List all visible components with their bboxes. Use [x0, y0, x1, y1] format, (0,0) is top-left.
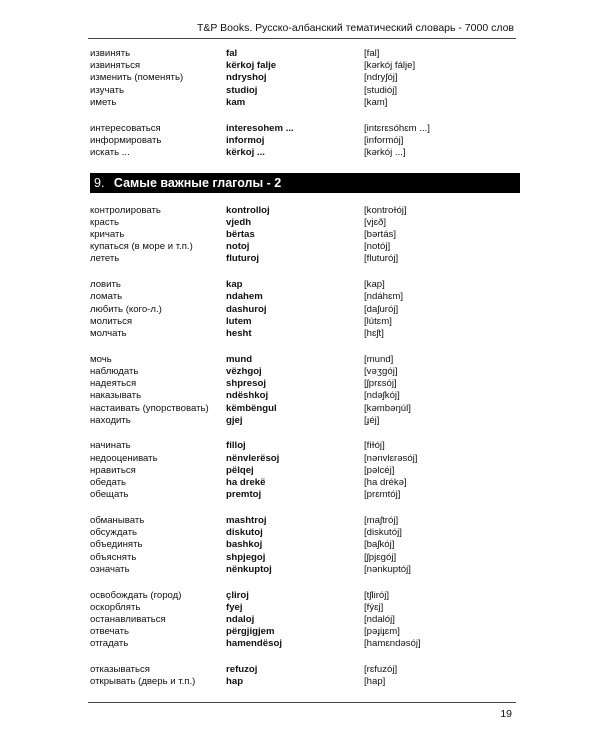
russian-word: иметь — [90, 96, 117, 108]
transcription: [rɛfuzój] — [364, 664, 398, 676]
transcription: [vəʒgój] — [364, 365, 398, 377]
transcription: [informój] — [364, 134, 404, 146]
russian-word: обсуждать — [90, 527, 137, 539]
russian-word: лететь — [90, 253, 120, 265]
russian-word: ловить — [90, 279, 121, 291]
albanian-word: fal — [226, 48, 238, 59]
albanian-word: gjej — [226, 414, 243, 426]
dictionary-entry — [90, 60, 520, 72]
dictionary-entry — [90, 403, 520, 415]
russian-word: искать ... — [90, 146, 130, 158]
entries-after-section — [90, 205, 520, 689]
russian-word: купаться (в море и т.п.) — [90, 241, 193, 253]
header-rule — [88, 38, 516, 39]
russian-word: отгадать — [90, 638, 129, 650]
albanian-word: shpjegoj — [226, 551, 266, 563]
dictionary-entry — [90, 279, 520, 291]
dictionary-entry — [90, 590, 520, 602]
russian-word: останавливаться — [90, 613, 166, 625]
dictionary-entry — [90, 676, 520, 688]
albanian-word: kërkoj ... — [226, 146, 265, 158]
dictionary-entry — [90, 217, 520, 229]
transcription: [kərkój ...] — [364, 146, 406, 158]
transcription: [hɛʃt] — [364, 327, 384, 339]
section-title: Самые важные глаголы - 2 — [113, 175, 282, 190]
dictionary-entry — [90, 72, 520, 84]
dictionary-entry — [90, 552, 520, 564]
albanian-word: kam — [226, 96, 246, 108]
page-content — [90, 48, 520, 702]
transcription: [ndəʃkój] — [364, 390, 400, 402]
albanian-word: refuzoj — [226, 664, 258, 676]
albanian-word: informoj — [226, 134, 265, 146]
transcription: [hamɛndəsój] — [364, 638, 421, 650]
dictionary-entry — [90, 539, 520, 551]
transcription: [ʃprɛsój] — [364, 378, 397, 390]
albanian-word: fluturoj — [226, 253, 260, 265]
russian-word: молиться — [90, 315, 133, 327]
albanian-word: kap — [226, 279, 243, 291]
albanian-word: ha drekë — [226, 477, 266, 489]
dictionary-entry — [90, 515, 520, 527]
albanian-word: çliroj — [226, 589, 249, 601]
albanian-word: vëzhgoj — [226, 365, 262, 377]
dictionary-entry — [90, 465, 520, 477]
transcription: [pəlcéj] — [364, 464, 395, 476]
transcription: [prɛmtój] — [364, 489, 401, 501]
transcription: [ʃpjɛgój] — [364, 551, 397, 563]
albanian-word: hap — [226, 676, 244, 688]
albanian-word: kërkoj falje — [226, 60, 277, 72]
russian-word: открывать (дверь и т.п.) — [90, 676, 196, 688]
dictionary-entry — [90, 489, 520, 501]
transcription: [kəmbəŋúl] — [364, 402, 411, 414]
entry-group — [90, 664, 520, 688]
dictionary-entry — [90, 354, 520, 366]
russian-word: обманывать — [90, 515, 145, 526]
russian-word: оскорблять — [90, 601, 141, 613]
transcription: [fluturój] — [364, 253, 399, 265]
dictionary-entry — [90, 253, 520, 265]
albanian-word: bashkoj — [226, 539, 263, 551]
transcription: [kam] — [364, 96, 388, 108]
dictionary-entry — [90, 316, 520, 328]
transcription: [lútɛm] — [364, 315, 392, 327]
russian-word: извинять — [90, 48, 131, 59]
albanian-word: fyej — [226, 601, 243, 613]
dictionary-entry — [90, 664, 520, 676]
russian-word: означать — [90, 563, 130, 575]
transcription: [notój] — [364, 241, 391, 253]
entry-group — [90, 48, 520, 109]
transcription: [fiɫój] — [364, 440, 385, 452]
russian-word: наблюдать — [90, 365, 139, 377]
transcription: [ha drékə] — [364, 477, 407, 489]
transcription: [pəɟiɟɛm] — [364, 626, 400, 638]
dictionary-entry — [90, 614, 520, 626]
transcription: [intɛrɛsóhɛm ...] — [364, 122, 430, 134]
albanian-word: hamendësoj — [226, 638, 282, 650]
albanian-word: lutem — [226, 315, 252, 327]
albanian-word: përgjigjem — [226, 626, 275, 638]
transcription: [baʃkój] — [364, 539, 395, 551]
dictionary-entry — [90, 328, 520, 340]
dictionary-entry — [90, 626, 520, 638]
entry-group — [90, 354, 520, 427]
section-heading — [90, 173, 520, 193]
entry-group — [90, 515, 520, 576]
albanian-word: mashtroj — [226, 515, 267, 526]
albanian-word: kontrolloj — [226, 204, 270, 216]
albanian-word: ndaloj — [226, 613, 255, 625]
albanian-word: studioj — [226, 84, 258, 96]
russian-word: отказываться — [90, 664, 150, 676]
dictionary-entry — [90, 390, 520, 402]
transcription: [ndryʃój] — [364, 72, 398, 84]
russian-word: красть — [90, 216, 120, 228]
dictionary-entry — [90, 241, 520, 253]
transcription: [daʃurój] — [364, 303, 399, 315]
dictionary-entry — [90, 477, 520, 489]
russian-word: нравиться — [90, 464, 136, 476]
russian-word: любить (кого-л.) — [90, 303, 162, 315]
transcription: [kərkój fálje] — [364, 60, 416, 72]
albanian-word: diskutoj — [226, 527, 263, 539]
transcription: [vjɛð] — [364, 216, 386, 228]
transcription: [ɟéj] — [364, 414, 380, 426]
russian-word: освобождать (город) — [90, 589, 182, 601]
dictionary-entry — [90, 147, 520, 159]
transcription: [tʃlirój] — [364, 589, 390, 601]
albanian-word: hesht — [226, 327, 252, 339]
albanian-word: premtoj — [226, 489, 262, 501]
dictionary-entry — [90, 304, 520, 316]
entry-group — [90, 590, 520, 651]
dictionary-entry — [90, 440, 520, 452]
albanian-word: këmbëngul — [226, 402, 277, 414]
transcription: [diskutój] — [364, 527, 402, 539]
dictionary-entry — [90, 123, 520, 135]
dictionary-entry — [90, 205, 520, 217]
albanian-word: ndëshkoj — [226, 390, 269, 402]
dictionary-entry — [90, 85, 520, 97]
dictionary-entry — [90, 135, 520, 147]
albanian-word: ndryshoj — [226, 72, 267, 84]
section-number: 9. — [94, 175, 105, 190]
transcription: [nənkuptój] — [364, 563, 411, 575]
albanian-word: notoj — [226, 241, 250, 253]
albanian-word: pëlqej — [226, 464, 254, 476]
dictionary-entry — [90, 453, 520, 465]
running-header: T&P Books. Русско-албанский тематический словарь - 7000 слов — [196, 22, 514, 34]
russian-word: интересоваться — [90, 122, 161, 134]
page-number: 19 — [500, 708, 512, 720]
russian-word: изменить (поменять) — [90, 72, 184, 84]
dictionary-entry — [90, 48, 520, 60]
transcription: [hap] — [364, 676, 386, 688]
dictionary-entry — [90, 564, 520, 576]
transcription: [ndáhɛm] — [364, 291, 404, 303]
russian-word: находить — [90, 414, 131, 426]
entry-group — [90, 440, 520, 501]
russian-word: отвечать — [90, 626, 130, 638]
albanian-word: filloj — [226, 440, 246, 452]
russian-word: мочь — [90, 353, 112, 365]
transcription: [studiój] — [364, 84, 398, 96]
dictionary-entry — [90, 291, 520, 303]
transcription: [fýɛj] — [364, 601, 384, 613]
russian-word: ломать — [90, 291, 123, 303]
transcription: [maʃtrój] — [364, 515, 399, 526]
transcription: [fal] — [364, 48, 380, 59]
russian-word: начинать — [90, 440, 131, 452]
albanian-word: shpresoj — [226, 378, 266, 390]
dictionary-entry — [90, 415, 520, 427]
russian-word: молчать — [90, 327, 127, 339]
entry-group — [90, 205, 520, 266]
russian-word: изучать — [90, 84, 124, 96]
russian-word: недооценивать — [90, 452, 158, 464]
russian-word: настаивать (упорствовать) — [90, 402, 209, 414]
entries-before-section — [90, 48, 520, 159]
footer-rule — [88, 702, 516, 703]
russian-word: контролировать — [90, 204, 161, 216]
dictionary-entry — [90, 638, 520, 650]
albanian-word: interesohem ... — [226, 122, 294, 134]
russian-word: наказывать — [90, 390, 142, 402]
transcription: [bərtás] — [364, 229, 396, 241]
albanian-word: dashuroj — [226, 303, 267, 315]
russian-word: надеяться — [90, 378, 137, 390]
transcription: [kontroɫój] — [364, 204, 407, 216]
dictionary-entry — [90, 97, 520, 109]
transcription: [kap] — [364, 279, 385, 291]
transcription: [mund] — [364, 353, 394, 365]
albanian-word: mund — [226, 353, 253, 365]
russian-word: обещать — [90, 489, 129, 501]
transcription: [ndalój] — [364, 613, 395, 625]
russian-word: кричать — [90, 229, 125, 241]
transcription: [nənvlɛrəsój] — [364, 452, 418, 464]
albanian-word: bërtas — [226, 229, 255, 241]
dictionary-entry — [90, 366, 520, 378]
entry-group — [90, 279, 520, 340]
russian-word: объединять — [90, 539, 143, 551]
russian-word: объяснять — [90, 551, 137, 563]
dictionary-entry — [90, 602, 520, 614]
russian-word: обедать — [90, 477, 126, 489]
albanian-word: nënkuptoj — [226, 563, 272, 575]
dictionary-entry — [90, 527, 520, 539]
albanian-word: nënvlerësoj — [226, 452, 280, 464]
albanian-word: vjedh — [226, 216, 252, 228]
entry-group — [90, 123, 520, 160]
dictionary-entry — [90, 229, 520, 241]
russian-word: извиняться — [90, 60, 141, 72]
dictionary-entry — [90, 378, 520, 390]
albanian-word: ndahem — [226, 291, 263, 303]
russian-word: информировать — [90, 134, 162, 146]
